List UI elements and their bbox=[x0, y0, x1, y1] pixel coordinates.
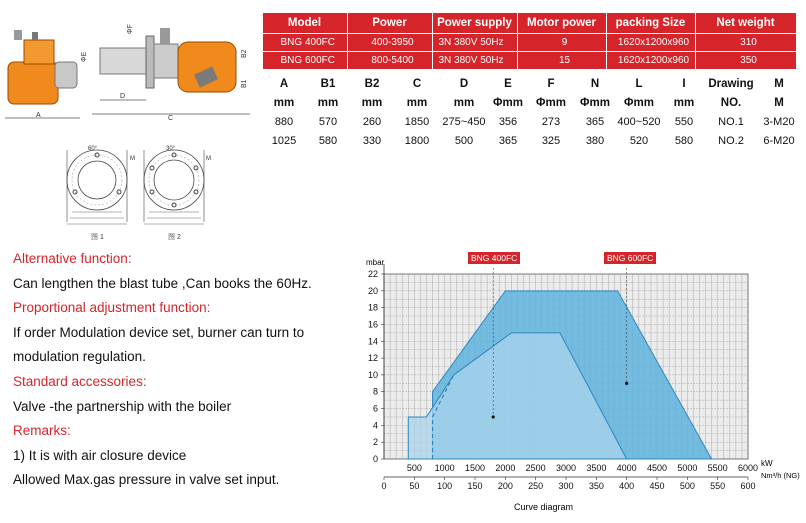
spec-table bbox=[262, 13, 797, 70]
dim-header: B1 bbox=[320, 77, 336, 90]
x2-tick-label: 550 bbox=[710, 481, 726, 491]
spec-cell: 800-5400 bbox=[347, 52, 432, 70]
spec-cell: BNG 400FC bbox=[263, 34, 348, 52]
remarks-body-1: 1) It is with air closure device bbox=[13, 448, 187, 463]
dim-cell: 550 bbox=[674, 115, 694, 128]
x2-axis-label: Nm³/h (NG) bbox=[761, 471, 800, 480]
spec-cell: 15 bbox=[517, 52, 606, 70]
prop-adjust-body-1: If order Modulation device set, burner can turn to bbox=[13, 325, 305, 340]
x2-tick-label: 350 bbox=[588, 481, 604, 491]
spec-cell: 1620x1200x960 bbox=[606, 52, 695, 70]
label-c: C bbox=[168, 115, 174, 122]
burner-side-view bbox=[92, 28, 250, 114]
dim-cell: 356 bbox=[498, 115, 518, 128]
alt-function-title: Alternative function: bbox=[13, 251, 132, 266]
prop-adjust-title: Proportional adjustment function: bbox=[13, 300, 211, 315]
y-tick-label: 22 bbox=[367, 269, 378, 279]
y-axis-label: mbar bbox=[366, 258, 385, 267]
x2-tick-label: 250 bbox=[528, 481, 544, 491]
flange1-caption: 图 1 bbox=[91, 234, 104, 241]
y-tick-label: 8 bbox=[372, 386, 378, 397]
series-tag-400fc: BNG 400FC bbox=[468, 252, 520, 264]
spec-header: packing Size bbox=[606, 13, 695, 34]
spec-cell: 9 bbox=[517, 34, 606, 52]
dim-unit: mm bbox=[317, 96, 339, 109]
flange2-m: M bbox=[206, 156, 211, 162]
x2-tick-label: 300 bbox=[558, 481, 574, 491]
spec-cell: 3N 380V 50Hz bbox=[432, 34, 517, 52]
dim-cell: 365 bbox=[498, 134, 518, 147]
dim-header: M bbox=[774, 77, 784, 90]
spec-header: Motor power bbox=[517, 13, 606, 34]
spec-header: Power bbox=[347, 13, 432, 34]
label-a: A bbox=[36, 112, 41, 119]
spec-header: Net weight bbox=[695, 13, 796, 34]
dim-unit: Φmm bbox=[624, 96, 654, 109]
y-tick-label: 12 bbox=[367, 353, 378, 364]
dim-header: C bbox=[412, 77, 422, 90]
x-tick-label: 500 bbox=[406, 463, 422, 473]
marker-600fc bbox=[625, 382, 628, 385]
x-tick-label: 6000 bbox=[737, 463, 759, 473]
label-e: ΦE bbox=[81, 51, 88, 62]
dim-unit: Φmm bbox=[493, 96, 523, 109]
spec-header: Power supply bbox=[432, 13, 517, 34]
dim-cell: 880 bbox=[274, 115, 294, 128]
label-b2: B2 bbox=[241, 49, 248, 58]
dim-cell: 1025 bbox=[271, 134, 297, 147]
label-b1: B1 bbox=[241, 79, 248, 88]
dim-unit: Φmm bbox=[580, 96, 610, 109]
dim-unit: mm bbox=[406, 96, 428, 109]
dim-header: N bbox=[590, 77, 600, 90]
x2-tick-label: 100 bbox=[437, 481, 453, 491]
x2-tick-label: 200 bbox=[497, 481, 513, 491]
dim-cell: 330 bbox=[362, 134, 382, 147]
dim-header-row bbox=[262, 74, 802, 93]
dim-cell: 273 bbox=[541, 115, 561, 128]
std-accessories-title: Standard accessories: bbox=[13, 374, 147, 389]
x2-tick-label: 600 bbox=[740, 481, 756, 491]
x-tick-label: 2000 bbox=[495, 463, 516, 473]
dim-cell: NO.1 bbox=[718, 115, 744, 128]
y-tick-label: 6 bbox=[372, 403, 378, 414]
dim-unit: mm bbox=[273, 96, 295, 109]
dim-cell: 325 bbox=[541, 134, 561, 147]
dim-unit: mm bbox=[453, 96, 475, 109]
x-tick-label: 3500 bbox=[586, 463, 607, 473]
series-tag-600fc: BNG 600FC bbox=[604, 252, 656, 264]
dim-unit: mm bbox=[361, 96, 383, 109]
y-tick-label: 14 bbox=[367, 336, 378, 347]
dim-cell: 1850 bbox=[404, 115, 430, 128]
x2-tick-label: 450 bbox=[649, 481, 665, 491]
dim-unit: mm bbox=[673, 96, 695, 109]
y-tick-label: 18 bbox=[367, 302, 378, 313]
prop-adjust-body-2: modulation regulation. bbox=[13, 349, 146, 364]
dimension-table bbox=[262, 74, 802, 150]
x2-tick-label: 500 bbox=[679, 481, 695, 491]
x-tick-label: 5000 bbox=[677, 463, 698, 473]
x2-tick-label: 150 bbox=[467, 481, 483, 491]
y-tick-label: 20 bbox=[367, 285, 378, 296]
flange1-m: M bbox=[130, 156, 135, 162]
dim-header: A bbox=[279, 77, 289, 90]
x2-tick-label: 0 bbox=[381, 481, 387, 491]
x2-tick-label: 400 bbox=[619, 481, 635, 491]
dim-header: B2 bbox=[364, 77, 380, 90]
x-tick-label: 1000 bbox=[434, 463, 455, 473]
dim-header: I bbox=[682, 77, 686, 90]
dim-cell: 580 bbox=[318, 134, 338, 147]
curve-chart bbox=[340, 248, 806, 523]
dim-cell: 400~520 bbox=[617, 115, 661, 128]
flange2-angle: 30° bbox=[166, 146, 176, 152]
dim-units-row bbox=[262, 93, 802, 112]
y-tick-label: 4 bbox=[372, 420, 378, 431]
dim-cell: 6-M20 bbox=[763, 134, 795, 147]
dim-row bbox=[262, 112, 802, 131]
dim-cell: 1800 bbox=[404, 134, 430, 147]
x-tick-label: 4500 bbox=[646, 463, 668, 473]
std-accessories-body: Valve -the partnership with the boiler bbox=[13, 399, 232, 414]
dim-unit: Φmm bbox=[536, 96, 566, 109]
chart-title: Curve diagram bbox=[514, 502, 574, 512]
label-d: D bbox=[120, 93, 126, 100]
marker-400fc bbox=[492, 415, 495, 418]
x-axis-label: kW bbox=[761, 459, 773, 468]
remarks-title: Remarks: bbox=[13, 423, 71, 438]
y-tick-label: 0 bbox=[372, 454, 378, 464]
dim-unit: M bbox=[774, 96, 784, 109]
dim-header: F bbox=[547, 77, 555, 90]
x-tick-label: 3000 bbox=[555, 463, 577, 473]
y-tick-label: 2 bbox=[372, 437, 378, 448]
burner-drawings bbox=[0, 0, 262, 250]
spec-cell: 350 bbox=[695, 52, 796, 70]
dim-row bbox=[262, 131, 802, 150]
y-tick-label: 16 bbox=[367, 319, 378, 330]
spec-cell: BNG 600FC bbox=[263, 52, 348, 70]
spec-cell: 400-3950 bbox=[347, 34, 432, 52]
dim-cell: 500 bbox=[454, 134, 474, 147]
spec-row bbox=[263, 34, 797, 52]
spec-header-row bbox=[263, 13, 797, 34]
dim-cell: 380 bbox=[585, 134, 605, 147]
x-tick-label: 5500 bbox=[707, 463, 728, 473]
dim-header: E bbox=[504, 77, 512, 90]
dim-cell: 570 bbox=[318, 115, 338, 128]
spec-row bbox=[263, 52, 797, 70]
spec-cell: 310 bbox=[695, 34, 796, 52]
dim-cell: 275~450 bbox=[442, 115, 486, 128]
x-tick-label: 4000 bbox=[616, 463, 637, 473]
dim-header: Drawing bbox=[708, 77, 754, 90]
dim-unit: NO. bbox=[720, 96, 742, 109]
spec-header: Model bbox=[263, 13, 348, 34]
dim-cell: 365 bbox=[585, 115, 605, 128]
flange-drawing-1 bbox=[67, 150, 127, 224]
remarks-body-2: Allowed Max.gas pressure in valve set input. bbox=[13, 472, 280, 487]
x2-tick-label: 50 bbox=[409, 481, 420, 491]
spec-cell: 1620x1200x960 bbox=[606, 34, 695, 52]
burner-front-view bbox=[5, 30, 80, 118]
dim-header: L bbox=[635, 77, 643, 90]
x-tick-label: 2500 bbox=[525, 463, 546, 473]
dim-cell: 3-M20 bbox=[763, 115, 795, 128]
spec-cell: 3N 380V 50Hz bbox=[432, 52, 517, 70]
dim-cell: 580 bbox=[674, 134, 694, 147]
dim-header: D bbox=[459, 77, 469, 90]
dim-cell: NO.2 bbox=[718, 134, 744, 147]
y-tick-label: 10 bbox=[367, 369, 378, 380]
x-tick-label: 1500 bbox=[464, 463, 486, 473]
dim-cell: 260 bbox=[362, 115, 382, 128]
flange2-caption: 图 2 bbox=[168, 234, 181, 241]
dim-cell: 520 bbox=[629, 134, 649, 147]
flange1-angle: 60° bbox=[88, 146, 98, 152]
label-f: ΦF bbox=[127, 24, 134, 34]
flange-drawing-2 bbox=[144, 150, 204, 224]
alt-function-body: Can lengthen the blast tube ,Can books the 60Hz. bbox=[13, 276, 312, 291]
